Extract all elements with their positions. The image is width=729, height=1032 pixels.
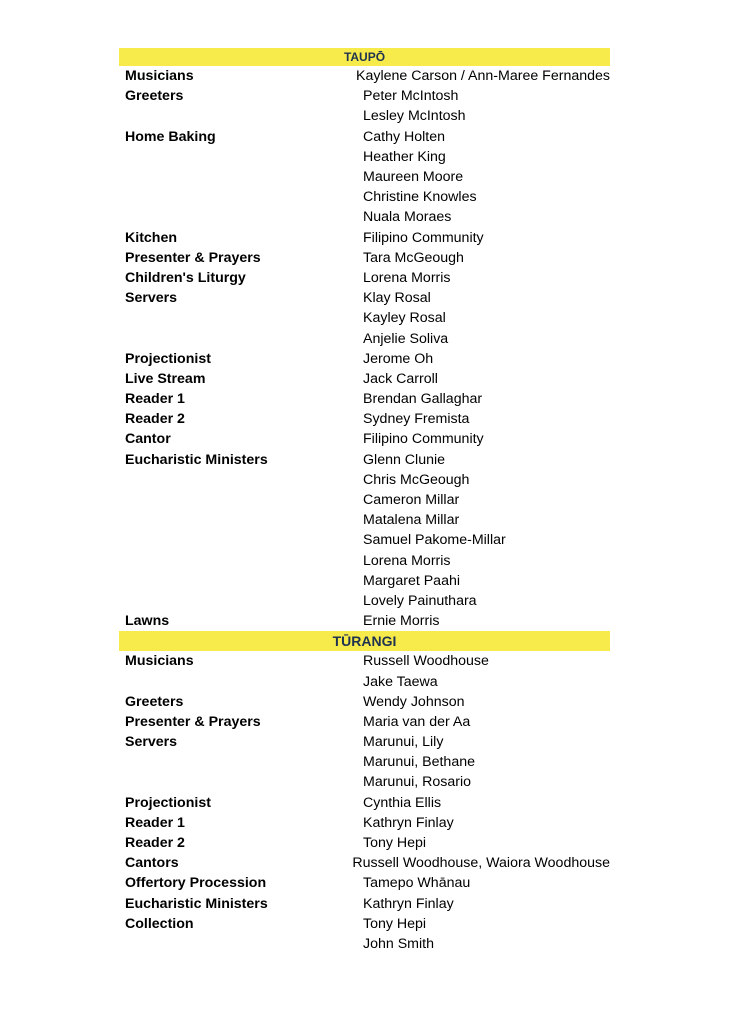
role-label: Lawns: [125, 613, 170, 630]
volunteer-name: Marunui, Bethane: [363, 754, 475, 771]
volunteer-name: Russell Woodhouse: [363, 653, 489, 670]
volunteer-name: Cameron Millar: [363, 492, 460, 509]
volunteer-name: Maureen Moore: [363, 169, 464, 186]
volunteer-name: Tony Hepi: [363, 835, 427, 852]
roster-table: [119, 48, 610, 954]
roster-row: [119, 793, 610, 813]
roster-row: [119, 732, 610, 752]
volunteer-name: Jake Taewa: [363, 673, 438, 690]
role-label: Presenter & Prayers: [125, 249, 261, 266]
roster-row: [119, 772, 610, 792]
roster-row: [119, 712, 610, 732]
role-label: Servers: [125, 290, 178, 307]
roster-row: [119, 551, 610, 571]
roster-row: [119, 86, 610, 106]
volunteer-name: Tony Hepi: [363, 915, 427, 932]
roster-row: [119, 591, 610, 611]
role-label: Home Baking: [125, 128, 216, 145]
role-label: Offertory Procession: [125, 875, 267, 892]
roster-row: [119, 510, 610, 530]
volunteer-name: Ernie Morris: [363, 613, 440, 630]
volunteer-name: Glenn Clunie: [363, 451, 446, 468]
volunteer-name: Filipino Community: [363, 431, 484, 448]
volunteer-name: Cynthia Ellis: [363, 794, 442, 811]
volunteer-name: Chris McGeough: [363, 471, 470, 488]
volunteer-name: Jerome Oh: [363, 350, 434, 367]
roster-row: [119, 873, 610, 893]
role-label: Greeters: [125, 88, 184, 105]
roster-row: [119, 752, 610, 772]
roster-row: [119, 571, 610, 591]
volunteer-name: Kathryn Finlay: [363, 814, 454, 831]
volunteer-name: Maria van der Aa: [363, 713, 471, 730]
roster-row: [119, 853, 610, 873]
volunteer-name: Lorena Morris: [363, 552, 451, 569]
roster-row: [119, 651, 610, 671]
volunteer-name: John Smith: [363, 935, 434, 952]
volunteer-name: Wendy Johnson: [363, 693, 465, 710]
volunteer-name: Sydney Fremista: [363, 411, 470, 428]
role-label: Musicians: [125, 68, 194, 85]
roster-row: [119, 671, 610, 691]
roster-row: [119, 894, 610, 914]
role-label: Reader 2: [125, 411, 185, 428]
volunteer-name: Heather King: [363, 148, 446, 165]
volunteer-name: Matalena Millar: [363, 512, 460, 529]
volunteer-name: Cathy Holten: [363, 128, 446, 145]
volunteer-name: Christine Knowles: [363, 189, 477, 206]
role-label: Collection: [125, 915, 194, 932]
volunteer-name: Nuala Moraes: [363, 209, 452, 226]
roster-row: [119, 147, 610, 167]
roster-row: [119, 349, 610, 369]
role-label: Reader 1: [125, 814, 185, 831]
volunteer-name: Lovely Painuthara: [363, 592, 477, 609]
roster-row: [119, 409, 610, 429]
roster-row: [119, 530, 610, 550]
role-label: Children's Liturgy: [125, 269, 246, 286]
volunteer-name: Jack Carroll: [363, 370, 438, 387]
roster-row: [119, 308, 610, 328]
role-label: Servers: [125, 734, 178, 751]
roster-row: [119, 833, 610, 853]
role-label: Cantors: [125, 855, 179, 872]
section-header-turangi: TŪRANGI: [119, 631, 610, 651]
roster-row: [119, 369, 610, 389]
volunteer-name: Russell Woodhouse, Waiora Woodhouse: [352, 855, 610, 872]
volunteer-name: Tamepo Whānau: [363, 875, 471, 892]
roster-row: [119, 228, 610, 248]
section-rows-taupo: [119, 66, 610, 631]
roster-row: [119, 914, 610, 934]
roster-row: [119, 187, 610, 207]
role-label: Presenter & Prayers: [125, 713, 261, 730]
roster-row: [119, 167, 610, 187]
roster-row: [119, 248, 610, 268]
roster-row: [119, 207, 610, 227]
volunteer-name: Samuel Pakome-Millar: [363, 532, 506, 549]
role-label: Eucharistic Ministers: [125, 895, 268, 912]
volunteer-name: Margaret Paahi: [363, 572, 460, 589]
role-label: Live Stream: [125, 370, 206, 387]
roster-row: [119, 450, 610, 470]
section-rows-turangi: [119, 651, 610, 954]
roster-row: [119, 288, 610, 308]
volunteer-name: Klay Rosal: [363, 290, 431, 307]
volunteer-name: Marunui, Rosario: [363, 774, 472, 791]
roster-row: [119, 429, 610, 449]
volunteer-name: Kaylene Carson / Ann-Maree Fernandes: [356, 68, 610, 85]
roster-row: [119, 692, 610, 712]
role-label: Musicians: [125, 653, 194, 670]
roster-row: [119, 813, 610, 833]
role-label: Reader 1: [125, 391, 185, 408]
roster-row: [119, 268, 610, 288]
role-label: Cantor: [125, 431, 171, 448]
role-label: Eucharistic Ministers: [125, 451, 268, 468]
role-label: Greeters: [125, 693, 184, 710]
section-header-taupo: TAUPŌ: [119, 48, 610, 66]
role-label: Reader 2: [125, 835, 185, 852]
volunteer-name: Lesley McIntosh: [363, 108, 466, 125]
role-label: Projectionist: [125, 794, 211, 811]
volunteer-name: Kathryn Finlay: [363, 895, 454, 912]
roster-row: [119, 611, 610, 631]
volunteer-name: Brendan Gallaghar: [363, 391, 483, 408]
volunteer-name: Marunui, Lily: [363, 734, 444, 751]
volunteer-name: Peter McIntosh: [363, 88, 459, 105]
roster-row: [119, 66, 610, 86]
roster-row: [119, 106, 610, 126]
roster-row: [119, 934, 610, 954]
volunteer-name: Tara McGeough: [363, 249, 464, 266]
role-label: Projectionist: [125, 350, 211, 367]
roster-row: [119, 470, 610, 490]
roster-row: [119, 389, 610, 409]
roster-row: [119, 127, 610, 147]
volunteer-name: Kayley Rosal: [363, 310, 446, 327]
role-label: Kitchen: [125, 229, 178, 246]
roster-row: [119, 490, 610, 510]
volunteer-name: Lorena Morris: [363, 269, 451, 286]
roster-row: [119, 328, 610, 348]
volunteer-name: Filipino Community: [363, 229, 484, 246]
volunteer-name: Anjelie Soliva: [363, 330, 449, 347]
